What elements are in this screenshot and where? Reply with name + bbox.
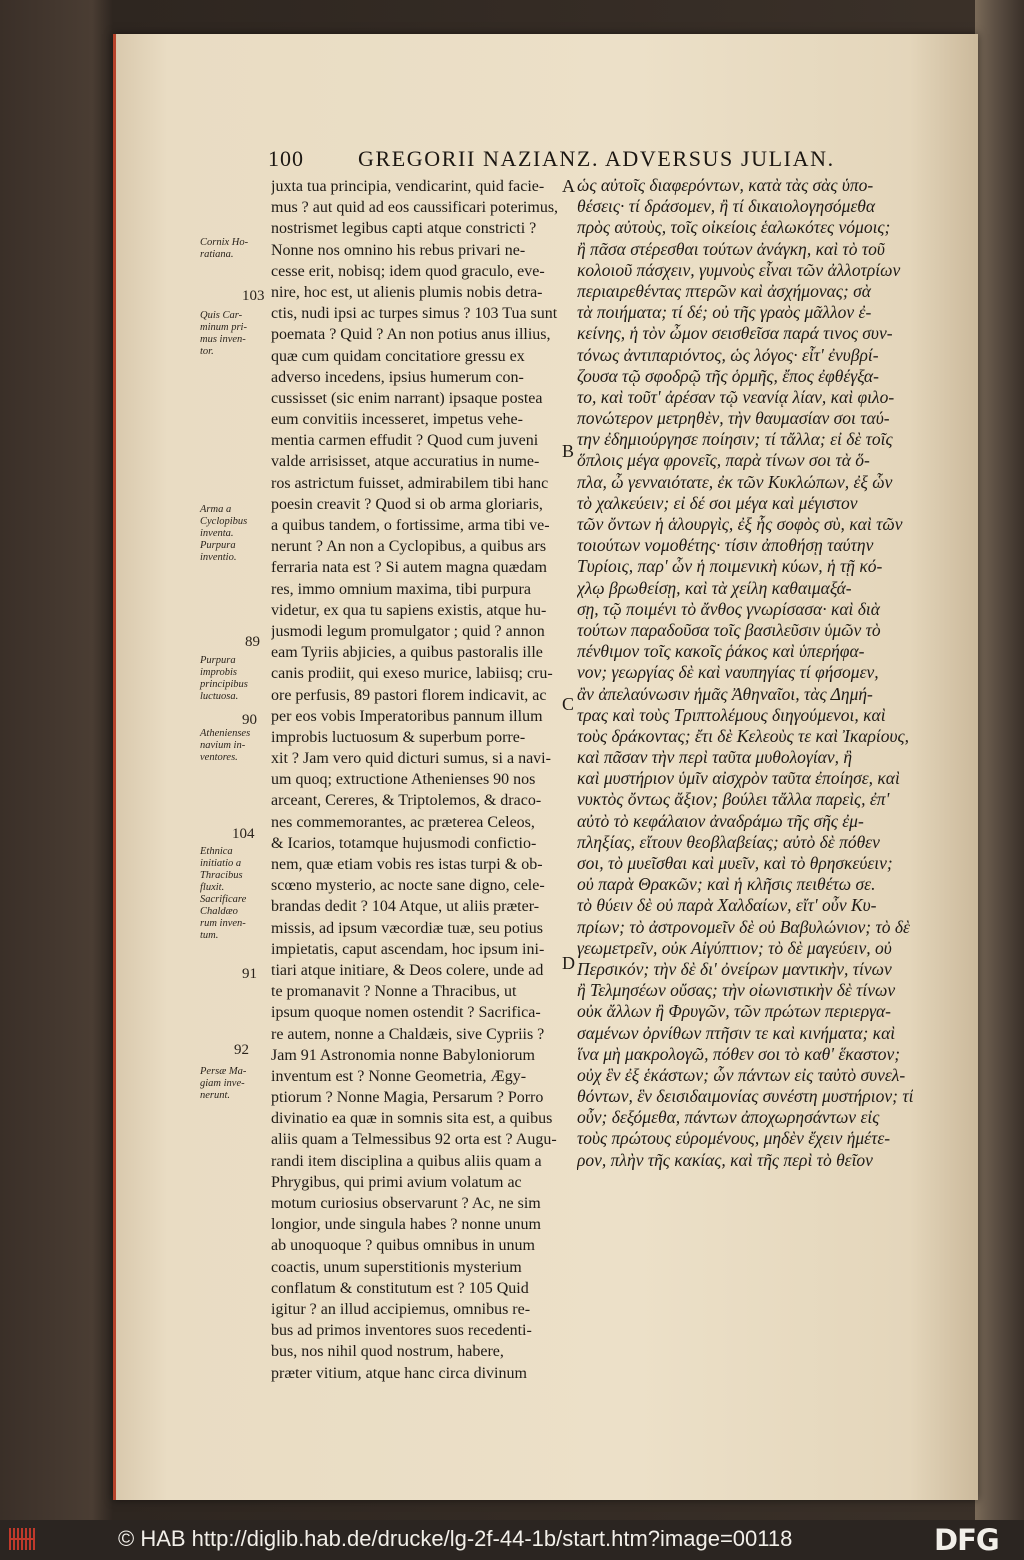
greek-text-line: πρίων; τὸ ἀστρονομεῖν δὲ οὐ Βαβυλώνιον; τὸ δὲ xyxy=(577,916,910,937)
greek-text-line: καὶ πᾶσαν τὴν περὶ ταῦτα μυθολογίαν, ἣ xyxy=(577,747,853,768)
latin-text-line: & Icarios, totamque hujusmodi confictio- xyxy=(271,834,537,852)
greek-text-line: ἂν ἀπελαύνωσιν ἡμᾶς Ἀθηναῖοι, τὰς Δημή- xyxy=(577,683,873,704)
latin-text-line: ab unoquoque ? quibus omnibus in unum xyxy=(271,1237,535,1255)
greek-text-line: τὸ χαλκεύειν; εἰ δέ σοι μέγα καὶ μέγιστον xyxy=(577,492,858,513)
section-letter-a: A xyxy=(562,176,575,196)
greek-text-line: κείνης, ἡ τὸν ὦμον σεισθεῖσα παρά τινος συν- xyxy=(577,323,893,344)
latin-text-line: scœno mysterio, ac nocte sane digno, cele- xyxy=(271,877,545,895)
greek-text-line: πένθιμον τοῖς κακοῖς ῥάκος καὶ ὑπερήφα- xyxy=(577,641,865,662)
latin-text-line: tiari atque initiare, & Deos colere, unde ad xyxy=(271,961,544,979)
greek-text-line: πληξίας, εἴτουν θεοβλαβείας; αὐτὸ δὲ πόθεν xyxy=(577,831,880,852)
greek-text-line: τοιούτων νομοθέτης· τίσιν ἀποθήσῃ ταύτην xyxy=(577,535,874,556)
latin-text-line: re autem, nonne a Chaldæis, sive Cypriis ? xyxy=(271,1025,545,1043)
margin-number: 104 xyxy=(232,826,255,842)
greek-text-line: τούτων παραδοῦσα τοῖς βασιλεῦσιν ὑμῶν τὸ xyxy=(577,619,881,640)
greek-text-line: το, καὶ τοῦτ' ἀρέσαν τῷ νεανίᾳ λίαν, καὶ φιλο- xyxy=(577,386,895,407)
greek-text-line: θόντων, ἓν δεισιδαιμονίας συνέστη μυστήριον; τί xyxy=(577,1086,914,1107)
latin-text-line: præter vitium, atque hanc circa divinum xyxy=(271,1364,527,1382)
latin-text-line: ferraria nata est ? Si autem magna quædam xyxy=(271,559,547,577)
greek-text-line: οὐχ ἓν ἐξ ἑκάστων; ὧν πάντων εἰς ταὐτὸ συνελ- xyxy=(577,1064,906,1085)
latin-text-line: mentia carmen effudit ? Quod cum juveni xyxy=(271,432,539,450)
latin-text-line: arceant, Cereres, & Triptolemos, & draco- xyxy=(271,792,542,810)
latin-text-line: valde arrisisset, atque accuratius in nume- xyxy=(271,453,540,471)
greek-text-line: σῃ, τῷ ποιμένι τὸ ἄνθος γνωρίσασα· καὶ διὰ xyxy=(577,598,880,619)
latin-text-line: nire, hoc est, ut alienis plumis nobis detra- xyxy=(271,283,543,301)
latin-text-line: nem, quæ etiam vobis res istas turpi & ob- xyxy=(271,856,543,873)
latin-text-line: impietatis, caput ascendam, hoc ipsum ini- xyxy=(271,940,545,958)
latin-text-line: improbis luctuosum & superbum porre- xyxy=(271,728,526,746)
greek-text-line: Τυρίοις, παρ' ὧν ἡ ποιμενικὴ κύων, ἡ τῇ κό- xyxy=(577,556,883,577)
greek-text-line: οὖν; δεξόμεθα, πάντων ἀποχωρησάντων εἰς xyxy=(577,1107,880,1128)
latin-text-line: nostrismet legibus capti atque constricti ? xyxy=(271,220,537,238)
greek-text-line: θέσεις· τί δράσομεν, ἢ τί δικαιολογησόμεθα xyxy=(577,196,876,217)
hab-logo-icon xyxy=(8,1526,36,1552)
greek-text-line: πλα, ὦ γενναιότατε, ἐκ τῶν Κυκλώπων, ἐξ ὧν xyxy=(577,471,893,492)
latin-text-line: ros astrictum fuisset, admirabilem tibi hanc xyxy=(271,474,549,492)
greek-text-line: ρον, πλὴν τῆς κακίας, καὶ τῆς περὶ τὸ θεῖον xyxy=(577,1149,873,1170)
greek-text-line: τόνως ἀντιπαριόντος, ὡς λόγος· εἶτ' ἐνυβρί- xyxy=(577,344,879,365)
section-letter-b: B xyxy=(562,441,575,461)
latin-text-line: eum convitiis incesseret, impetus vehe- xyxy=(271,411,523,429)
latin-text-line: ipsum quoque nomen ostendit ? Sacrifica- xyxy=(271,1004,541,1022)
greek-text-line: οὐ παρὰ Θρακῶν; καὶ ἡ κλῆσις πειθέτω σε. xyxy=(577,874,876,895)
greek-text-line: σοι, τὸ μυεῖσθαι καὶ μυεῖν, καὶ τὸ θρησκεύειν; xyxy=(577,853,893,873)
margin-note: Purpura improbis principibus luctuosa. xyxy=(200,655,248,702)
greek-text-line: σαμένων ὀρνίθων πτῆσιν τε καὶ κινήματα; καὶ xyxy=(577,1022,896,1043)
latin-text-line: missis, ad ipsum væcordiæ tuæ, seu potius xyxy=(271,919,544,937)
latin-column xyxy=(271,176,558,1384)
book-fore-edge xyxy=(975,0,1024,1520)
margin-number: 90 xyxy=(242,712,257,728)
greek-text-line: νον; γεωργίας δὲ καὶ ναυπηγίας τί φήσομεν, xyxy=(577,662,879,683)
latin-text-line: um quoq; extructione Athenienses 90 nos xyxy=(271,771,536,789)
latin-text-line: igitur ? an illud accipiemus, omnibus re- xyxy=(271,1300,531,1318)
greek-text-line: χλῳ βρωθείσῃ, καὶ τὰ χείλη καθαιμαξά- xyxy=(577,577,852,598)
latin-text-line: xit ? Jam vero quid dicturi sumus, si a navi- xyxy=(271,750,551,768)
running-title: GREGORII NAZIANZ. ADVERSUS JULIAN. xyxy=(358,146,835,171)
greek-text-line: τοὺς πρώτους εὑρομένους, μηδὲν ἔχειν ἡμέτε- xyxy=(577,1128,891,1149)
greek-text-line: τὰ ποιήματα; τί δέ; οὐ τῆς γραὸς μᾶλλον ἐ- xyxy=(577,302,872,323)
greek-text-line: γεωμετρεῖν, οὐκ Αἰγύπτιον; τὸ δὲ μαγεύειν, οὐ xyxy=(577,937,892,958)
latin-text-line: videtur, ex qua tu sapiens existis, atque hu- xyxy=(271,601,547,619)
margin-notes xyxy=(200,0,270,1520)
latin-text-line: longior, unde singula habes ? nonne unum xyxy=(271,1216,541,1234)
margin-number: 92 xyxy=(234,1042,249,1058)
latin-text-line: per eos vobis Imperatoribus pannum illum xyxy=(271,707,543,725)
greek-text-line: πρὸς αὐτοὺς, τοῖς οἰκείοις ἑαλωκότες νόμοις; xyxy=(577,217,891,238)
greek-text-line: περιαιρεθέντας πτερῶν καὶ ἀσχήμονας; σὰ xyxy=(577,280,871,301)
latin-text-line: Jam 91 Astronomia nonne Babyloniorum xyxy=(271,1046,535,1064)
section-letter-c: C xyxy=(562,694,575,714)
latin-text-line: quæ cum quidam concitatiore gressu ex xyxy=(271,347,525,365)
margin-number: 103 xyxy=(242,288,265,304)
greek-text-line: ὅπλοις μέγα φρονεῖς, παρὰ τίνων σοι τὰ ὅ- xyxy=(577,450,870,471)
latin-text-line: aliis quam a Telmessibus 92 orta est ? Augu- xyxy=(271,1131,557,1149)
margin-note: Athenienses navium in- ventores. xyxy=(200,728,251,763)
margin-number: 89 xyxy=(245,634,260,650)
latin-text-line: cesse erit, nobisq; idem quod graculo, eve- xyxy=(271,262,545,280)
margin-note: Persæ Ma- giam inve- nerunt. xyxy=(200,1066,247,1101)
latin-text-line: ctis, nudi ipsi ac turpes simus ? 103 Tua sunt xyxy=(271,305,558,323)
latin-text-line: canis prodiit, qui exeso murice, labiisq; cru- xyxy=(271,665,553,683)
latin-text-line: conflatum & constitutum est ? 105 Quid xyxy=(271,1279,529,1297)
greek-text-line: ζουσα τῷ σφοδρῷ τῆς ὁρμῆς, ἔπος ἐφθέγξα- xyxy=(577,365,879,386)
greek-text-line: ἢ Τελμησέων οὔσας; τὴν οἰωνιστικὴν δὲ τίνων xyxy=(577,980,896,1001)
latin-text-line: eam Tyriis abjicies, a quibus pastoralis ille xyxy=(271,644,543,662)
margin-note: Arma a Cyclopibus inventa. Purpura inventio. xyxy=(200,504,248,563)
latin-text-line: poesin creavit ? Quod si ob arma gloriaris, xyxy=(271,495,543,513)
latin-text-line: Phrygibus, qui primi avium volatum ac xyxy=(271,1173,522,1191)
latin-text-line: divinatio ea quæ in somnis sita est, a quibus xyxy=(271,1110,553,1128)
latin-text-line: ore perfusis, 89 pastori florem indicavit, ac xyxy=(271,686,547,704)
margin-note: Ethnica initiatio a Thracibus fluxit. Sacrificare Chaldæo rum inven- tum. xyxy=(200,846,247,941)
greek-text-line: τὸ θύειν δὲ οὐ παρὰ Χαλδαίων, εἴτ' οὖν Κυ- xyxy=(577,895,877,916)
latin-text-line: brandas dedit ? 104 Atque, ut aliis præter- xyxy=(271,898,540,916)
dfg-logo: DFG xyxy=(934,1523,999,1557)
latin-text-line: bus ad primos inventores suos recedenti- xyxy=(271,1322,532,1340)
latin-text-line: nes commemorantes, ac præterea Celeos, xyxy=(271,813,535,831)
latin-text-line: coactis, unum superstitionis mysterium xyxy=(271,1258,522,1276)
greek-text-line: καὶ μυστήριον ὑμῖν αἰσχρὸν ταῦτα ἐποίησε, καὶ xyxy=(577,768,900,789)
greek-text-line: τοὺς δράκοντας; ἔτι δὲ Κελεοὺς τε καὶ Ἰκαρίους, xyxy=(577,725,910,746)
latin-text-line: mus ? aut quid ad eos caussificari poterimus, xyxy=(271,199,559,217)
greek-text-line: αὐτὸ τὸ κεφάλαιον ἀναδράμω τῆς σῆς ἐμ- xyxy=(577,810,864,831)
latin-text-line: randi item disciplina a quibus aliis quam a xyxy=(271,1152,542,1170)
footer-copyright-url[interactable]: © HAB http://diglib.hab.de/drucke/lg-2f-44-1b/start.htm?image=00118 xyxy=(118,1526,793,1551)
greek-text-line: κολοιοῦ πάσχειν, γυμνοὺς εἶναι τῶν ἀλλοτρίων xyxy=(577,259,901,280)
latin-text-line: bus, nos nihil quod nostrum, habere, xyxy=(271,1343,504,1361)
margin-note: Cornix Ho- ratiana. xyxy=(200,237,249,260)
latin-text-line: Nonne nos omnino his rebus privari ne- xyxy=(271,241,526,259)
greek-text-line: νυκτὸς ὄντως ἄξιον; βούλει τἄλλα παρεὶς, ἐπ' xyxy=(577,789,890,810)
latin-text-line: te promanavit ? Nonne a Thracibus, ut xyxy=(271,983,517,1001)
greek-text-line: Περσικόν; τὴν δὲ δι' ὀνείρων μαντικὴν, τίνων xyxy=(577,958,892,979)
latin-text-line: ptiorum ? Nonne Magia, Persarum ? Porro xyxy=(271,1089,544,1107)
latin-text-line: motum curiosius observarunt ? Ac, ne sim xyxy=(271,1195,541,1212)
greek-text-line: πονώτερον μετρηθὲν, τὴν θαυμασίαν σοι ταύ- xyxy=(577,408,890,429)
greek-text-line: οὐκ ἄλλων ἢ Φρυγῶν, τῶν πρώτων περιεργα- xyxy=(577,1001,892,1022)
latin-text-line: nerunt ? An non a Cyclopibus, a quibus ars xyxy=(271,538,547,556)
latin-text-line: inventum est ? Nonne Geometria, Ægy- xyxy=(271,1067,527,1085)
greek-column xyxy=(577,175,913,1171)
latin-text-line: juxta tua principia, vendicarint, quid facie- xyxy=(271,178,545,195)
margin-number: 91 xyxy=(242,966,257,982)
latin-text-line: res, immo omnium maxima, tibi purpura xyxy=(271,580,531,598)
section-letter-d: D xyxy=(562,953,575,973)
latin-text-line: jusmodi legum promulgator ; quid ? annon xyxy=(271,622,545,640)
latin-text-line: a quibus tandem, o fortissime, arma tibi ve- xyxy=(271,517,550,534)
page-number: 100 xyxy=(268,146,304,171)
greek-text-line: την ἐδημιούργησε ποίησιν; τί τἄλλα; εἰ δὲ τοῖς xyxy=(577,429,893,450)
greek-text-line: ὡς αὐτοῖς διαφερόντων, κατὰ τὰς σὰς ὑπο- xyxy=(577,175,874,195)
latin-text-line: poemata ? Quid ? An non potius anus illius, xyxy=(271,326,551,344)
greek-text-line: τρας καὶ τοὺς Τριπτολέμους διηγούμενοι, καὶ xyxy=(577,704,886,725)
margin-note: Quis Car- minum pri- mus inven- tor. xyxy=(200,310,247,357)
greek-text-line: τῶν ὄντων ἡ ἁλουργὶς, ἐξ ἧς σοφὸς σὺ, καὶ τῶν xyxy=(577,514,903,534)
greek-text-line: ἵνα μὴ μακρολογῶ, πόθεν σοι τὸ καθ' ἕκαστον; xyxy=(577,1043,901,1064)
greek-text-line: ἢ πᾶσα στέρεσθαι τούτων ἀνάγκη, καὶ τὸ τοῦ xyxy=(577,238,885,259)
latin-text-line: cussisset (sic enim narrant) ipsaque postea xyxy=(271,389,543,407)
latin-text-line: adverso incedens, ipsius humerum con- xyxy=(271,368,524,386)
